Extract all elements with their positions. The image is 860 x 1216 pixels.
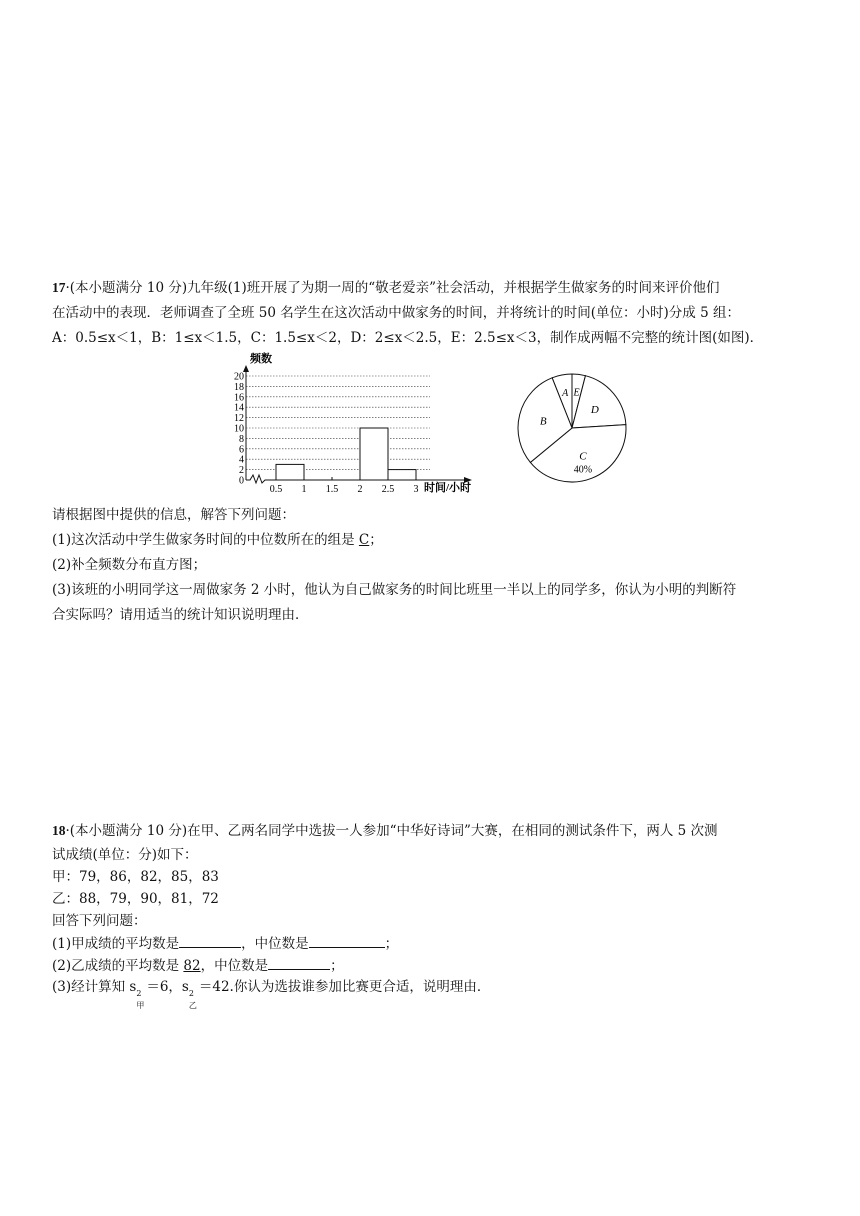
q18-sub-3-mid-1: ＝6，s	[146, 979, 189, 995]
y-tick-label: 0	[239, 475, 244, 487]
histogram-bars	[276, 428, 416, 480]
y-tick-label: 16	[234, 392, 244, 404]
x-tick-label: 3	[413, 484, 419, 495]
q17-sub-3-line-2: 合实际吗？请用适当的统计知识说明理由．	[52, 607, 309, 623]
q18-jia-scores: 甲：79，86，82，85，83	[52, 869, 219, 885]
histogram-y-label: 频数	[250, 353, 272, 365]
answer-blank[interactable]	[179, 933, 241, 948]
q18-sub-3-mid-2: ＝42.你认为选拔谁参加比赛更合适，说明理由．	[198, 979, 491, 995]
q17-number: 17	[52, 280, 66, 295]
q17-line-3: A：0.5≤x＜1，B：1≤x＜1.5，C：1.5≤x＜2，D：2≤x＜2.5，E：2.5≤x＜3，制作成两幅不完整的统计图(如图)．	[52, 330, 764, 346]
histogram-bar	[276, 464, 304, 480]
pie-chart	[514, 370, 630, 486]
y-axis-arrow	[243, 365, 249, 372]
y-tick-label: 2	[239, 465, 244, 477]
q18-yi-scores: 乙：88，79，90，81，72	[52, 891, 219, 907]
pie-label-c: C	[579, 450, 587, 463]
q17-line-1	[52, 278, 720, 298]
x-tick-label: 2.5	[381, 484, 395, 495]
y-tick-label: 20	[234, 371, 244, 383]
variance-jia-sub: 甲	[136, 1001, 145, 1010]
answer-blank[interactable]	[268, 955, 330, 970]
q17-stem-1: ·(本小题满分 10 分)九年级(1)班开展了为期一周的“敬老爱亲”社会活动，并根据学生做家务的时间来评价他们	[65, 280, 720, 296]
q18-sub-2-answer: 82	[183, 958, 201, 974]
y-tick-label: 14	[234, 402, 244, 414]
histogram-axes	[234, 365, 472, 495]
histogram-bar	[388, 470, 416, 480]
variance-yi-sub: 乙	[188, 1001, 197, 1010]
q18-line-2: 试成绩(单位：分)如下：	[52, 847, 198, 863]
y-tick-label: 18	[234, 381, 244, 393]
q18-sub-2-mid: ，中位数是	[200, 958, 269, 974]
x-tick-label: 1.5	[325, 484, 339, 495]
pie-label-b: B	[539, 415, 547, 428]
y-tick-label: 6	[239, 444, 244, 456]
q18-sub-3	[52, 977, 491, 1010]
q18-number: 18	[52, 823, 66, 838]
q17-sub-1	[52, 530, 383, 550]
y-tick-label: 8	[239, 433, 244, 445]
frequency-histogram	[228, 348, 490, 500]
y-tick-label: 4	[239, 454, 244, 466]
q18-stem-1: ·(本小题满分 10 分)在甲、乙两名同学中选拔一人参加“中华好诗词”大赛，在相同的测试条件下，两人 5 次测	[65, 823, 718, 839]
pie-label-e: E	[573, 387, 580, 399]
q18-sub-1-suffix: ；	[384, 936, 399, 952]
q17-sub-1-suffix: ；	[369, 532, 383, 548]
pie-label-a: A	[562, 387, 569, 399]
pie-value-c: 40%	[573, 464, 593, 476]
y-tick-label: 10	[234, 423, 244, 435]
q18-sub-1-text: (1)甲成绩的平均数是	[52, 936, 180, 952]
q18-sub-1	[52, 933, 398, 954]
x-tick-label: 2	[357, 484, 363, 495]
variance-jia-square: 2	[136, 989, 142, 998]
histogram-x-label: 时间/小时	[424, 482, 472, 494]
q18-sub-1-mid: ，中位数是	[241, 936, 309, 952]
q17-sub-2: (2)补全频数分布直方图；	[52, 557, 207, 573]
q18-sub-3-text: (3)经计算知 s	[52, 979, 137, 995]
histogram-bar	[360, 428, 388, 480]
variance-yi-square: 2	[188, 989, 194, 998]
y-tick-label: 12	[234, 413, 244, 425]
q18-sub-2	[52, 955, 344, 976]
q17-line-2: 在活动中的表现．老师调查了全班 50 名学生在这次活动中做家务的时间，并将统计的时间(单位：小时)分成 5 组：	[52, 305, 740, 321]
q18-line-1	[52, 821, 718, 841]
q17-intro: 请根据图中提供的信息，解答下列问题：	[52, 507, 295, 523]
pie-slices	[518, 374, 626, 482]
pie-label-d: D	[590, 404, 599, 417]
q18-sub-2-suffix: ；	[330, 958, 344, 974]
q18-intro: 回答下列问题：	[52, 913, 147, 929]
x-tick-label: 1	[301, 484, 307, 495]
q17-sub-1-text: (1)这次活动中学生做家务时间的中位数所在的组是	[52, 532, 359, 548]
histogram-grid	[246, 376, 430, 470]
q17-sub-3-line-1: (3)该班的小明同学这一周做家务 2 小时，他认为自己做家务的时间比班里一半以上的同学多，你认为小明的判断符	[52, 582, 737, 598]
q18-sub-2-text: (2)乙成绩的平均数是	[52, 958, 184, 974]
answer-blank[interactable]	[309, 933, 385, 948]
x-tick-label: 0.5	[269, 484, 283, 495]
q17-sub-1-answer: C	[358, 532, 370, 548]
